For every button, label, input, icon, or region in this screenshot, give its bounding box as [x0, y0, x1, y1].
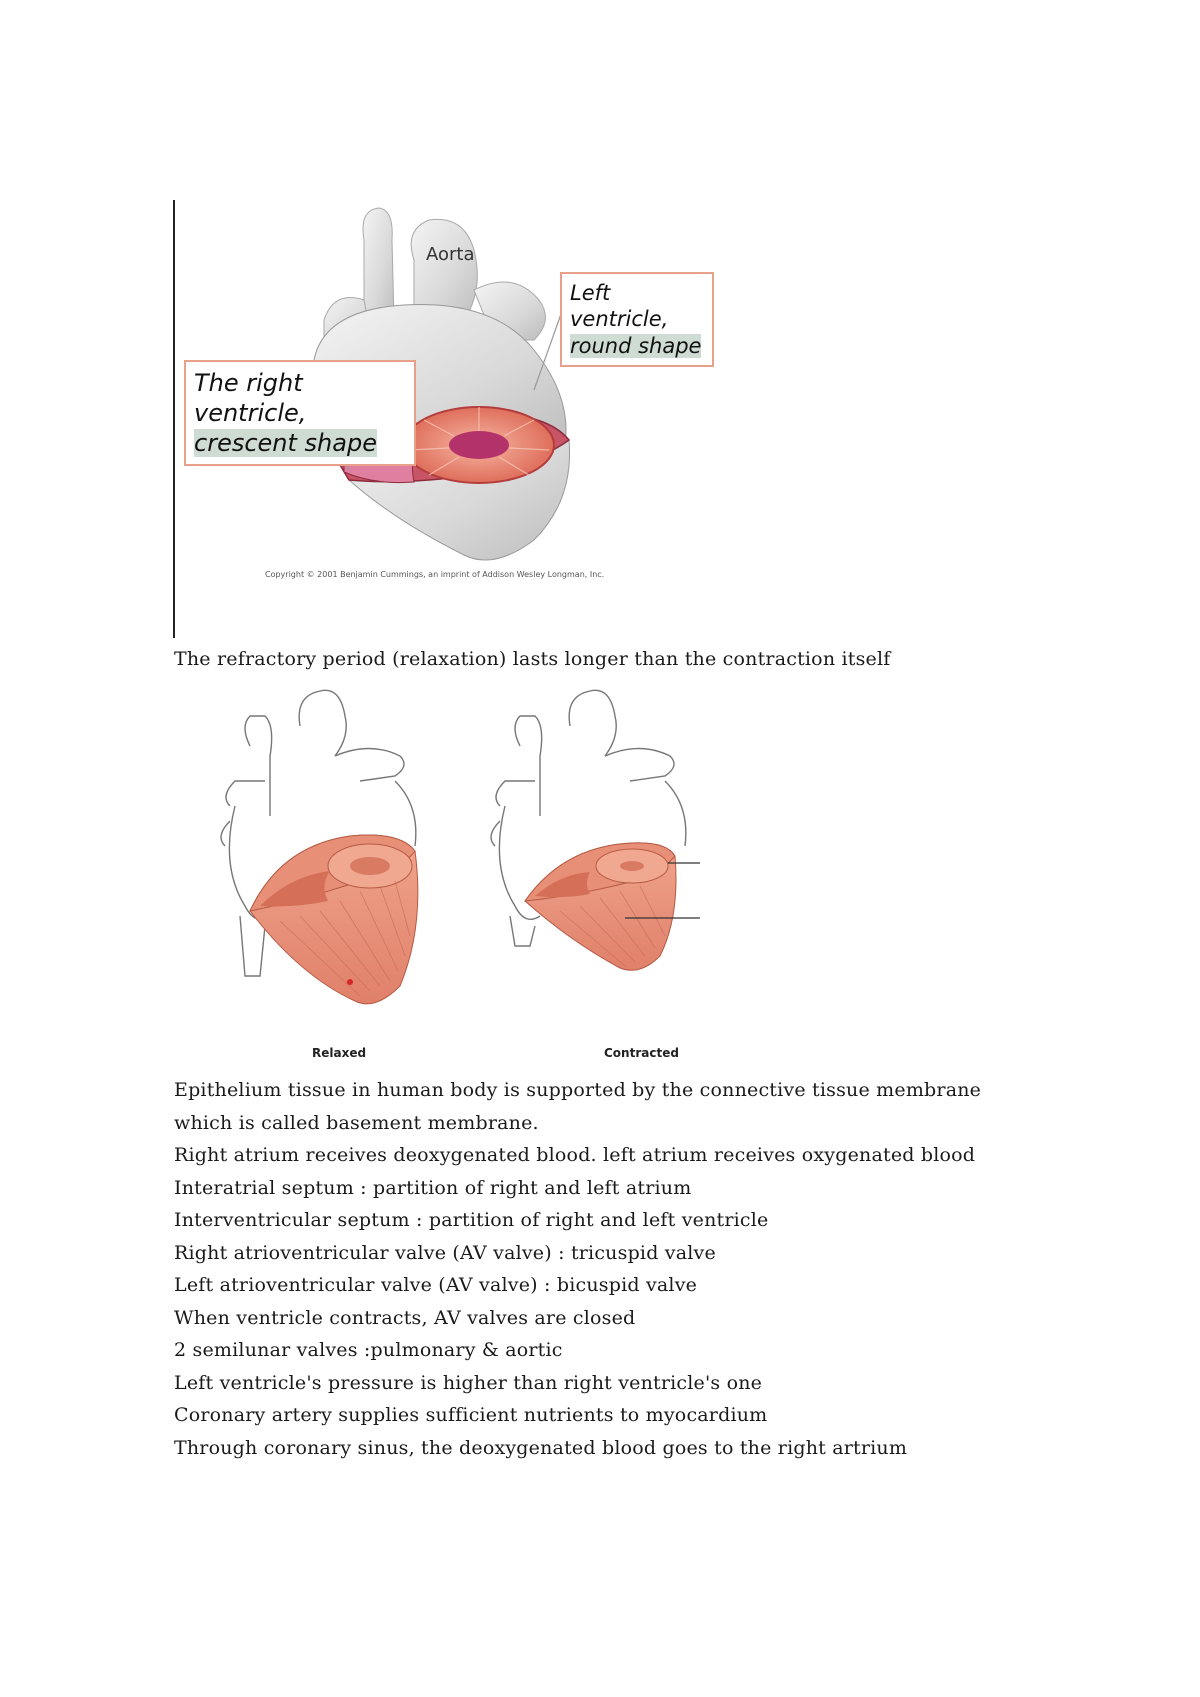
note-line: Interatrial septum : partition of right and left atrium	[174, 1176, 692, 1199]
note-line: Right atrium receives deoxygenated blood. left atrium receives oxygenated blood	[174, 1144, 976, 1166]
refractory-period-text: The refractory period (relaxation) lasts longer than the contraction itself	[174, 648, 891, 670]
note-line: Left ventricle's pressure is higher than right ventricle's one	[174, 1371, 763, 1394]
note-line: Interventricular septum : partition of right and left ventricle	[174, 1209, 769, 1231]
relaxed-caption: Relaxed	[312, 1046, 367, 1060]
aorta-label: Aorta	[426, 244, 475, 265]
relaxed-contracted-illustration	[210, 686, 770, 1040]
note-line: When ventricle contracts, AV valves are closed	[174, 1306, 636, 1329]
right-ventricle-label-line2: crescent shape	[194, 429, 377, 457]
note-line: 2 semilunar valves :pulmonary & aortic	[174, 1339, 563, 1361]
figure-copyright: Copyright © 2001 Benjamin Cummings, an imprint of Addison Wesley Longman, Inc.	[265, 570, 605, 579]
note-line: Through coronary sinus, the deoxygenated blood goes to the right artrium	[174, 1436, 908, 1459]
left-ventricle-label-line1: Left ventricle,	[570, 281, 669, 332]
contracted-caption: Contracted	[604, 1046, 679, 1060]
left-ventricle-label	[560, 272, 714, 367]
notes-list	[174, 1074, 1074, 1464]
right-ventricle-label-line1: The right ventricle,	[194, 369, 307, 427]
note-line: Coronary artery supplies sufficient nutrients to myocardium	[174, 1404, 768, 1426]
note-line: Left atrioventricular valve (AV valve) : bicuspid valve	[174, 1274, 698, 1296]
right-ventricle-label	[184, 360, 416, 466]
note-line: Right atrioventricular valve (AV valve) : tricuspid valve	[174, 1241, 716, 1264]
note-line: Epithelium tissue in human body is supported by the connective tissue membrane	[174, 1079, 982, 1101]
left-ventricle-label-line2: round shape	[570, 333, 702, 358]
note-line: which is called basement membrane.	[174, 1111, 539, 1134]
